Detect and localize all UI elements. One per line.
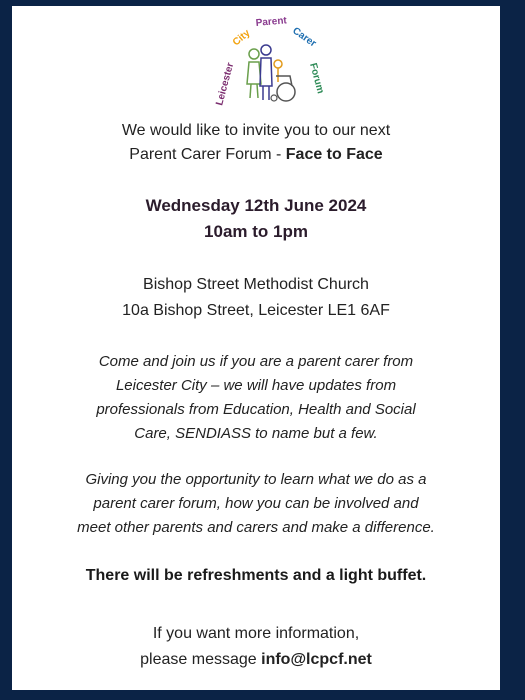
contact-prefix: please message bbox=[140, 651, 262, 668]
svg-text:Forum: Forum bbox=[307, 61, 326, 95]
contact-line-1: If you want more information, bbox=[152, 625, 360, 642]
face-to-face-label: Face to Face bbox=[285, 146, 383, 163]
paragraph1-line-3: professionals from Education, Health and Social bbox=[96, 401, 416, 418]
paragraph1-line-2: Leicester City – we will have updates from bbox=[115, 377, 397, 394]
svg-text:City: City bbox=[230, 27, 253, 49]
contact-line-2 bbox=[12, 651, 500, 669]
svg-text:Leicester: Leicester bbox=[214, 61, 237, 107]
svg-text:Parent: Parent bbox=[255, 15, 288, 29]
invite-line-2 bbox=[12, 146, 500, 164]
event-time: 10am to 1pm bbox=[204, 222, 308, 241]
invite-line-1: We would like to invite you to our next bbox=[121, 122, 391, 139]
contact-email-link[interactable]: info@lcpcf.net bbox=[261, 651, 372, 668]
invite-line-2-prefix: Parent Carer Forum - bbox=[129, 146, 286, 163]
paragraph2-line-2: parent carer forum, how you can be involved and bbox=[93, 495, 419, 512]
forum-logo bbox=[206, 6, 326, 118]
paragraph1-line-4: Care, SENDIASS to name but a few. bbox=[134, 425, 378, 442]
family-with-wheelchair-icon bbox=[247, 45, 295, 101]
paragraph1-line-1: Come and join us if you are a parent carer from bbox=[98, 353, 414, 370]
venue-address: 10a Bishop Street, Leicester LE1 6AF bbox=[122, 302, 390, 319]
event-date: Wednesday 12th June 2024 bbox=[145, 196, 367, 215]
refreshments-note: There will be refreshments and a light buffet. bbox=[85, 567, 427, 584]
svg-text:Carer: Carer bbox=[290, 25, 319, 50]
paragraph2-line-3: meet other parents and carers and make a difference. bbox=[77, 519, 435, 536]
flyer-page bbox=[12, 6, 500, 690]
paragraph2-line-1: Giving you the opportunity to learn what we do as a bbox=[85, 471, 427, 488]
venue-name: Bishop Street Methodist Church bbox=[143, 276, 369, 293]
